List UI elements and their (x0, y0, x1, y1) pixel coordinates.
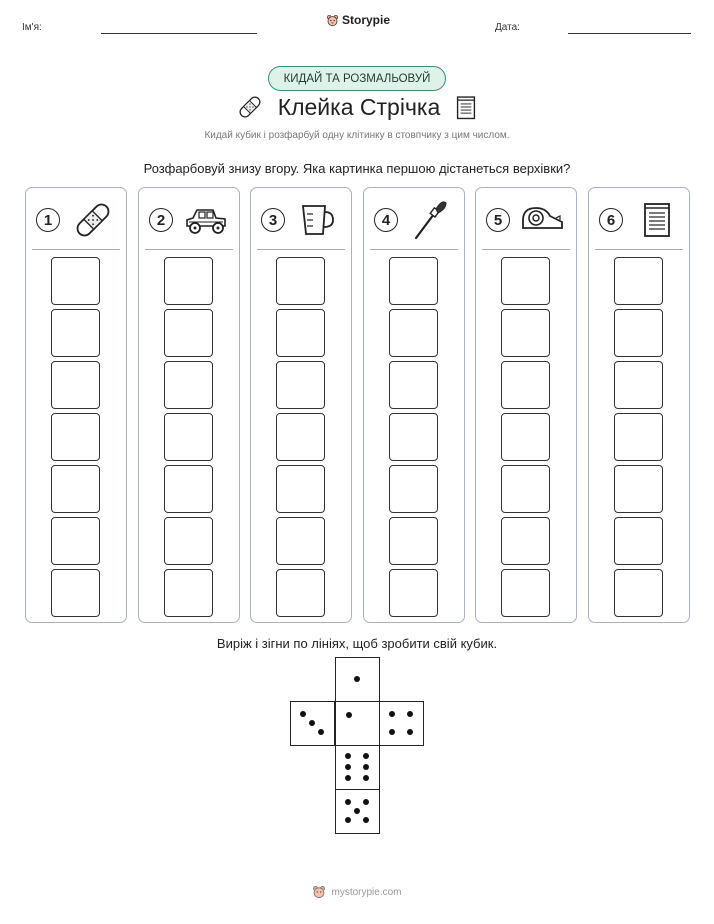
color-cell[interactable] (614, 361, 663, 409)
column-number: 6 (599, 208, 623, 232)
footer (0, 885, 714, 899)
activity-badge: КИДАЙ ТА РОЗМАЛЬОВУЙ (268, 66, 446, 91)
column-divider (145, 249, 233, 250)
color-cell[interactable] (276, 361, 325, 409)
column-divider (32, 249, 120, 250)
pip (318, 729, 324, 735)
pip (354, 808, 360, 814)
instruction: Розфарбовуй знизу вгору. Яка картинка першою дістанеться верхівки? (143, 161, 571, 176)
die-face-six (335, 745, 380, 790)
pip (407, 711, 413, 717)
title-row (0, 93, 714, 121)
column-number: 1 (36, 208, 60, 232)
color-cell[interactable] (164, 309, 213, 357)
color-cell[interactable] (501, 569, 550, 617)
color-cell[interactable] (501, 465, 550, 513)
color-cell[interactable] (164, 413, 213, 461)
color-cell[interactable] (276, 309, 325, 357)
color-cell[interactable] (51, 257, 100, 305)
pip (363, 799, 369, 805)
color-cell[interactable] (614, 517, 663, 565)
pip (389, 729, 395, 735)
die-face-four (379, 701, 424, 746)
storypie-mascot-icon (326, 14, 339, 27)
footer-url[interactable]: mystorypie.com (331, 886, 402, 898)
pip (300, 711, 306, 717)
column-divider (257, 249, 345, 250)
die-face-five (335, 789, 380, 834)
pip (345, 764, 351, 770)
pip (309, 720, 315, 726)
color-cell[interactable] (51, 517, 100, 565)
storypie-mascot-icon (312, 885, 326, 899)
color-cell[interactable] (614, 257, 663, 305)
color-cell[interactable] (389, 465, 438, 513)
color-cell[interactable] (276, 413, 325, 461)
notepad-icon (454, 94, 478, 120)
date-line[interactable] (568, 33, 691, 34)
color-cell[interactable] (276, 465, 325, 513)
die-face-one (335, 701, 380, 746)
measuring-cup-icon (295, 200, 341, 240)
color-cell[interactable] (501, 517, 550, 565)
subtitle: Кидай кубик і розфарбуй одну клітинку в стовпчику з цим числом. (204, 130, 510, 141)
race-column (363, 187, 465, 623)
column-divider (595, 249, 683, 250)
column-number: 4 (374, 208, 398, 232)
color-cell[interactable] (501, 413, 550, 461)
date-label: Дата: (495, 22, 520, 33)
column-number: 3 (261, 208, 285, 232)
color-cell[interactable] (389, 569, 438, 617)
color-cell[interactable] (389, 309, 438, 357)
pip (363, 817, 369, 823)
color-cell[interactable] (501, 361, 550, 409)
pip (389, 711, 395, 717)
page-title: Клейка Стрічка (277, 93, 441, 120)
color-cell[interactable] (51, 465, 100, 513)
brand-logo (326, 13, 390, 27)
color-cell[interactable] (164, 361, 213, 409)
pip (345, 799, 351, 805)
color-cell[interactable] (51, 413, 100, 461)
column-header (251, 200, 351, 244)
notepad-icon (633, 200, 679, 240)
race-column (25, 187, 127, 623)
color-cell[interactable] (51, 569, 100, 617)
name-label: Ім'я: (22, 22, 42, 33)
color-cell[interactable] (51, 361, 100, 409)
die-face-three (290, 701, 335, 746)
pip (407, 729, 413, 735)
brand-name: Storypie (342, 13, 391, 27)
column-number: 5 (486, 208, 510, 232)
color-cell[interactable] (164, 257, 213, 305)
column-header (589, 200, 689, 244)
pip (363, 775, 369, 781)
color-cell[interactable] (51, 309, 100, 357)
color-cell[interactable] (614, 413, 663, 461)
color-cell[interactable] (164, 465, 213, 513)
bandage-icon (70, 200, 116, 240)
race-column (138, 187, 240, 623)
tape-dispenser-icon (520, 200, 566, 240)
cut-instruction: Виріж і зігни по лініях, щоб зробити свій кубик. (216, 636, 498, 651)
vintage-car-icon (183, 200, 229, 240)
color-cell[interactable] (389, 413, 438, 461)
column-divider (482, 249, 570, 250)
pip (363, 764, 369, 770)
column-number: 2 (149, 208, 173, 232)
paintbrush-icon (408, 200, 454, 240)
pip (345, 817, 351, 823)
column-divider (370, 249, 458, 250)
color-cell[interactable] (164, 517, 213, 565)
color-cell[interactable] (501, 309, 550, 357)
color-cell[interactable] (501, 257, 550, 305)
color-cell[interactable] (389, 361, 438, 409)
pip (345, 775, 351, 781)
pip (354, 676, 360, 682)
column-header (364, 200, 464, 244)
race-column (475, 187, 577, 623)
column-header (26, 200, 126, 244)
color-cell[interactable] (276, 257, 325, 305)
color-cell[interactable] (614, 309, 663, 357)
column-header (476, 200, 576, 244)
color-cell[interactable] (614, 569, 663, 617)
color-cell[interactable] (389, 257, 438, 305)
color-cell[interactable] (164, 569, 213, 617)
color-cell[interactable] (389, 517, 438, 565)
race-column (250, 187, 352, 623)
pip (346, 712, 352, 718)
pip (363, 753, 369, 759)
race-column (588, 187, 690, 623)
die-face-one (335, 657, 380, 702)
color-cell[interactable] (276, 569, 325, 617)
pip (345, 753, 351, 759)
color-cell[interactable] (614, 465, 663, 513)
name-line[interactable] (101, 33, 257, 34)
bandage-icon (236, 93, 264, 121)
column-header (139, 200, 239, 244)
color-cell[interactable] (276, 517, 325, 565)
